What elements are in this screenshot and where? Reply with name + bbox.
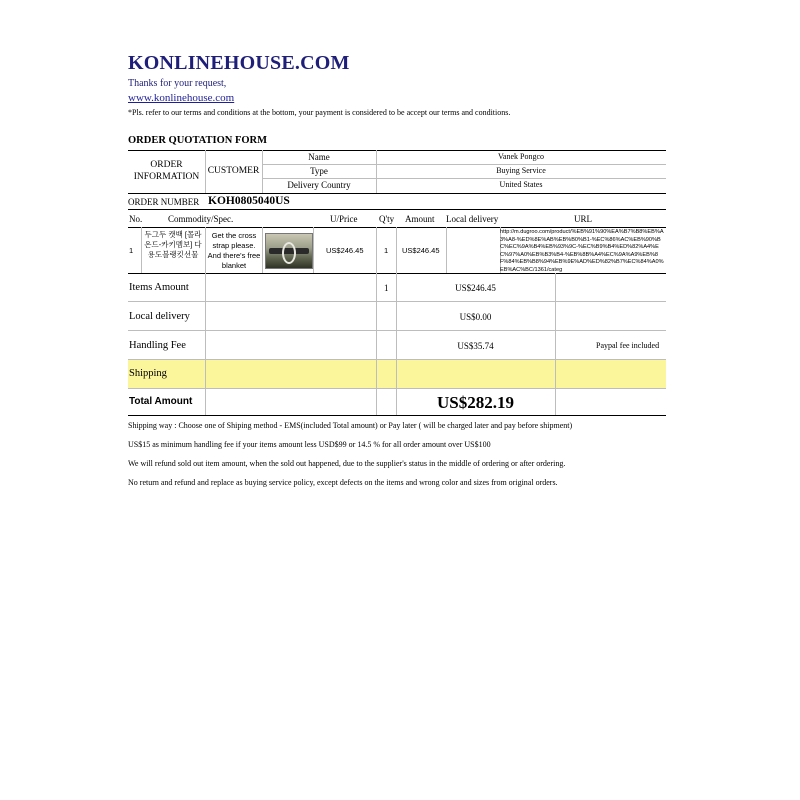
table-header-bottom-border [128,227,666,228]
terms-line-1: Shipping way : Choose one of Shiping method - EMS(included Total amount) or Pay later ( will be charged later and pay before shipment) [128,421,573,430]
items-amount-label: Items Amount [129,282,189,293]
items-qty: 1 [384,283,389,293]
name-label: Name [308,152,330,162]
divider [128,330,666,331]
order-number-bottom-border [128,209,666,210]
divider [376,273,377,415]
type-value: Buying Service [496,166,546,175]
handling-fee-label: Handling Fee [129,340,186,351]
items-amount-value: US$246.45 [455,283,496,293]
paypal-fee-note: Paypal fee included [596,341,660,350]
terms-line-4: No return and refund and replace as buying service policy, except defects on the items and wrong color and sizes from original orders. [128,478,558,487]
total-amount-label: Total Amount [129,396,193,407]
order-information-label: ORDER INFORMATION [133,160,200,182]
product-image [265,233,313,269]
thanks-text: Thanks for your request, [128,78,227,89]
summary-bottom-border [128,415,666,416]
row-uprice: US$246.45 [326,246,364,255]
order-info-bottom-border [128,193,666,194]
order-number-value: KOH0805040US [208,195,290,207]
column-local-delivery: Local delivery [446,214,499,224]
divider [262,164,666,165]
type-label: Type [310,166,328,176]
divider [376,227,377,273]
divider [262,178,666,179]
column-url: URL [574,214,592,224]
local-delivery-label: Local delivery [129,311,190,322]
terms-line-2: US$15 as minimum handling fee if your items amount less USD$99 or 14.5 % for all order amount over US$100 [128,440,491,449]
row-spec: Get the cross strap please. And there's free blanket [207,231,261,270]
local-delivery-value: US$0.00 [459,312,492,322]
shipping-label: Shipping [129,368,167,379]
column-commodity: Commodity/Spec. [168,214,234,224]
name-value: Vanek Pongco [498,152,544,161]
delivery-country-value: United States [499,180,543,189]
divider [128,388,666,389]
column-uprice: U/Price [330,214,358,224]
column-qty: Q'ty [379,214,395,224]
delivery-country-label: Delivery Country [287,180,351,190]
order-info-top-border [128,150,666,151]
row-commodity: 두그두 캣백 [몰라 온드-카키멤보] 다용도블랭킷선물 [144,230,202,259]
divider [128,359,666,360]
ring-shape [282,242,296,264]
brand-title: KONLINEHOUSE.COM [128,52,350,74]
row-amount: US$246.45 [402,246,440,255]
column-no: No. [129,214,143,224]
order-number-label: ORDER NUMBER [128,197,200,207]
divider [141,227,142,273]
website-link[interactable]: www.konlinehouse.com [128,92,235,104]
divider [555,273,556,415]
divider [446,227,447,273]
form-title: ORDER QUOTATION FORM [128,135,268,146]
row-qty: 1 [384,246,389,255]
handling-fee-value: US$35.74 [457,341,494,351]
item-row-bottom-border [128,273,666,274]
terms-line-3: We will refund sold out item amount, when the sold out happened, due to the supplier's status in the middle of ordering or after ordering. [128,459,566,468]
total-amount-value: US$282.19 [437,393,514,412]
column-amount: Amount [405,214,435,224]
divider [128,301,666,302]
divider [205,273,206,415]
row-no: 1 [129,246,134,255]
divider [313,227,314,273]
customer-label: CUSTOMER [207,166,260,176]
divider [396,227,397,273]
row-url[interactable]: http://m.dugroo.com/product/%EB%91%90%EA%B7%B8%EB%A3%A8-%ED%8E%AB%EB%B0%B1-%EC%86%AC%EB%90%BC%EC%9A%B4%EB%93%9C-%EC%B9%B4%ED%82%A4%EC%97%A0%EB%B3%B4-%EB%8B%A4%EC%9A%A9%EB%8F%84%EB%B8%94%EB%9E%AD%ED%82%B7%EC%84%A0%EB%AC%BC/1361/categ [500,229,664,273]
shipping-highlight [128,359,666,388]
divider [262,227,263,273]
terms-note: *Pls. refer to our terms and conditions at the bottom, your payment is considered to be accept our terms and conditions. [128,108,511,117]
